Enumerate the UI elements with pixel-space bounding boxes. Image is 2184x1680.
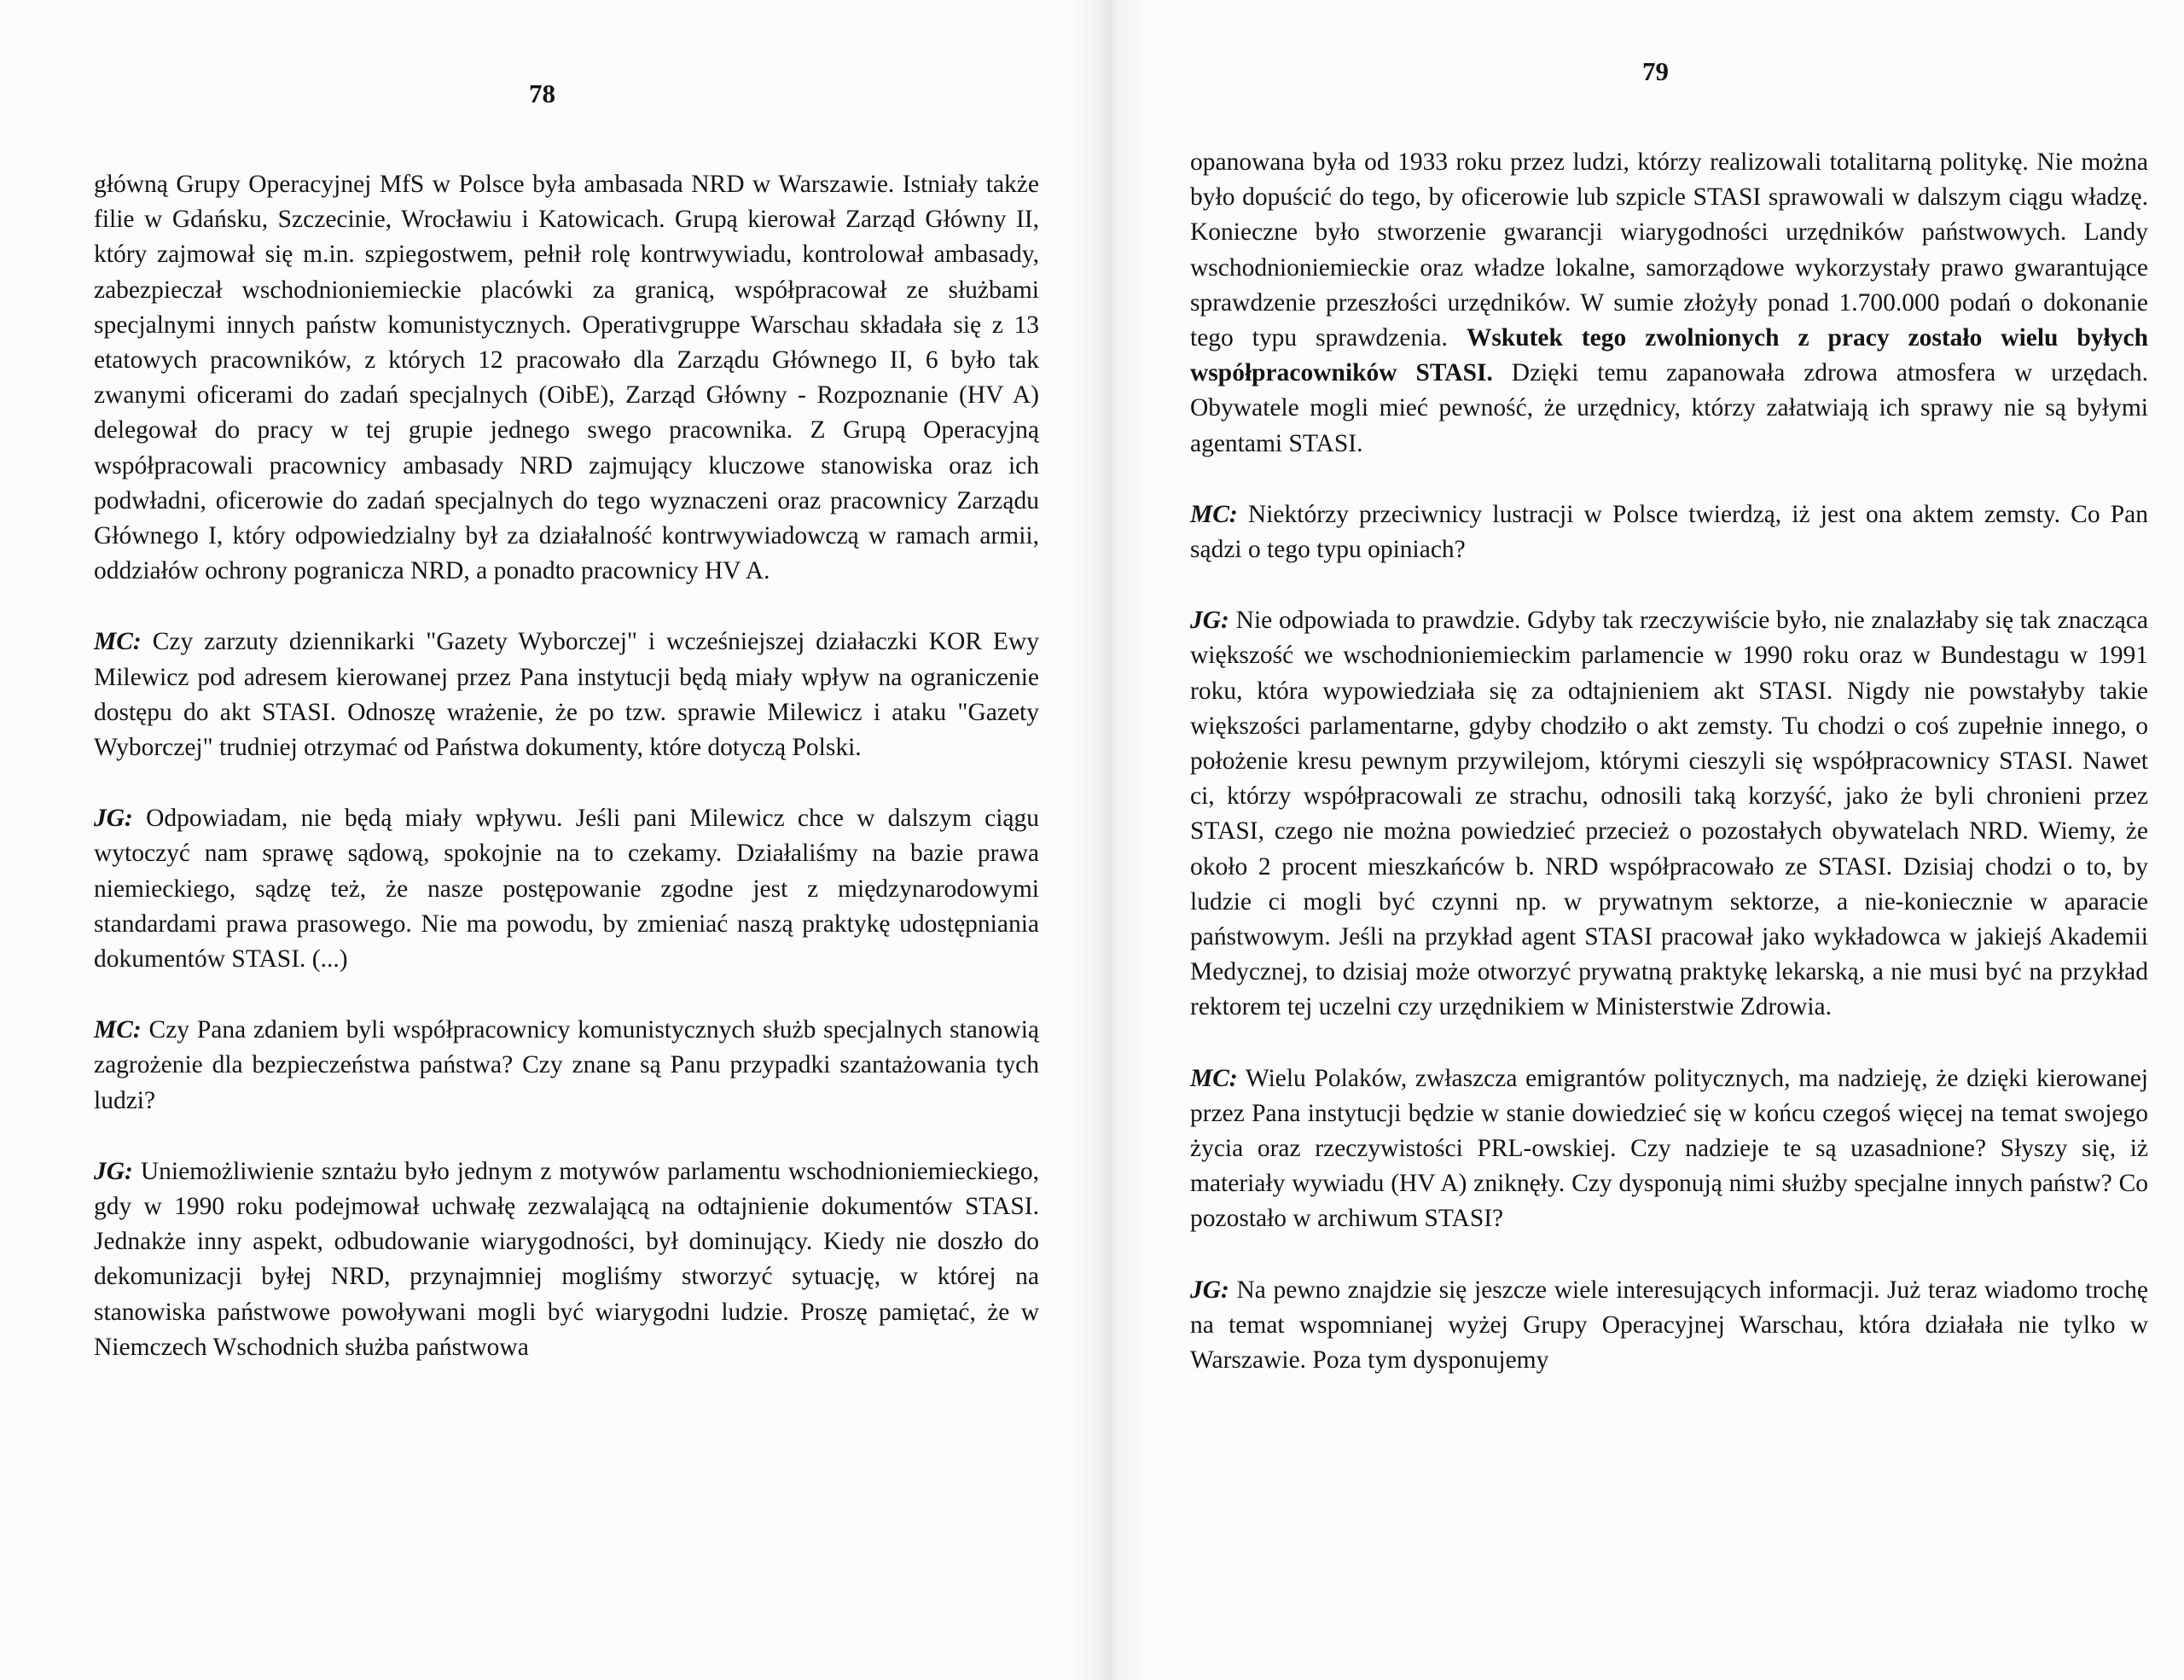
- interview-question: [1190, 497, 2148, 567]
- paragraph: [1190, 145, 2148, 462]
- speaker-label: MC:: [94, 1016, 142, 1044]
- speaker-label: JG:: [94, 805, 133, 833]
- book-gutter-shadow: [1071, 0, 1147, 1680]
- interview-answer: [94, 801, 1039, 977]
- paragraph-text: Czy zarzuty dziennikarki "Gazety Wyborczej" i wcześniejszej działaczki KOR Ewy Milewicz pod adresem kierowanej przez Pana instytucji będą miały wpływ na ograniczenie dostępu do akt STASI. Odnoszę wrażenie, że po tzw. sprawie Milewicz i ataku "Gazety Wyborczej" trudniej otrzymać od Państwa dokumenty, które dotyczą Polski.: [94, 628, 1039, 762]
- paragraph: [94, 167, 1039, 589]
- speaker-label: JG:: [94, 1157, 133, 1185]
- page-number: 79: [1642, 56, 1669, 86]
- interview-question: [94, 625, 1039, 765]
- paragraph-text: Uniemożliwienie szntażu było jednym z motywów parlamentu wschodnioniemieckiego, gdy w 1990 roku podejmował uchwałę zezwalającą na odtajnienie dokumentów STASI. Jednakże inny aspekt, odbudowanie wiarygodności, był dominujący. Kiedy nie doszło do dekomunizacji byłej NRD, przynajmniej mogliśmy stworzyć sytuację, w której na stanowiska państwowe powoływani mogli być wiarygodni ludzie. Proszę pamiętać, że w Niemczech Wschodnich służba państwowa: [94, 1157, 1039, 1361]
- speaker-label: MC:: [94, 628, 142, 656]
- page-number: 78: [529, 78, 555, 108]
- paragraph-text: Czy Pana zdaniem byli współpracownicy komunistycznych służb specjalnych stanowią zagrożenie dla bezpieczeństwa państwa? Czy znane są Panu przypadki szantażowania tych ludzi?: [94, 1016, 1039, 1114]
- interview-answer: [94, 1154, 1039, 1365]
- paragraph-text: Dzięki temu zapanowała zdrowa atmosfera w urzędach. Obywatele mogli mieć pewność, że urzędnicy, którzy załatwiają ich sprawy nie są byłymi agentami STASI.: [1190, 359, 2149, 457]
- paragraph-text: opanowana była od 1933 roku przez ludzi, którzy realizowali totalitarną politykę. Nie można było dopuścić do tego, by oficerowie lub szpicle STASI sprawowali w dalszym ciągu władzę. Konieczne było stworzenie gwarancji wiarygodności urzędników państwowych. Landy wschodnioniemieckie oraz władze lokalne, samorządowe wykorzystały prawo gwarantujące sprawdzenie przeszłości urzędników. W sumie złożyły ponad 1.700.000 podań o dokonanie tego typu sprawdzenia.: [1190, 148, 2148, 352]
- paragraph-text: Na pewno znajdzie się jeszcze wiele interesujących informacji. Już teraz wiadomo trochę na temat wspomnianej wyżej Grupy Operacyjnej Warschau, która działała nie tylko w Warszawie. Poza tym dysponujemy: [1190, 1276, 2148, 1375]
- paragraph-text: Odpowiadam, nie będą miały wpływu. Jeśli pani Milewicz chce w dalszym ciągu wytoczyć nam sprawę sądową, spokojnie na to czekamy. Działaliśmy na bazie prawa niemieckiego, sądzę też, że nasze postępowanie zgodne jest z międzynarodowymi standardami prawa prasowego. Nie ma powodu, by zmieniać naszą praktykę udostępniania dokumentów STASI. (...): [94, 805, 1039, 974]
- paragraph-text: główną Grupy Operacyjnej MfS w Polsce była ambasada NRD w Warszawie. Istniały także filie w Gdańsku, Szczecinie, Wrocławiu i Katowicach. Grupą kierował Zarząd Główny II, który zajmował się m.in. szpiegostwem, pełnił rolę kontrwywiadu, kontrolował ambasady, zabezpieczał wschodnioniemieckie placówki za granicą, współpracował ze służbami specjalnymi innych państw komunistycznych. Operativgruppe Warschau składała się z 13 etatowych pracowników, z których 12 pracowało dla Zarządu Głównego II, 6 było tak zwanymi oficerami do zadań specjalnych (OibE), Zarząd Główny - Rozpoznanie (HV A) delegował do pracy w tej grupie jednego swego pracownika. Z Grupą Operacyjną współpracowali pracownicy ambasady NRD zajmujący kluczowe stanowiska oraz ich podwładni, oficerowie do zadań specjalnych do tego wyznaczeni oraz pracownicy Zarządu Głównego I, który odpowiedzialny był za działalność kontrwywiadowczą w ramach armii, oddziałów ochrony pogranicza NRD, a ponadto pracownicy HV A.: [94, 171, 1039, 585]
- page-text: [1190, 145, 2148, 1414]
- paragraph-text: Niektórzy przeciwnicy lustracji w Polsce twierdzą, iż jest ona aktem zemsty. Co Pan sądzi o tego typu opiniach?: [1190, 500, 2149, 564]
- speaker-label: JG:: [1190, 1276, 1229, 1304]
- page-text: [94, 167, 1039, 1401]
- interview-question: [94, 1013, 1039, 1119]
- speaker-label: MC:: [1190, 500, 1238, 528]
- interview-answer: [1190, 1273, 2148, 1379]
- paragraph-text: Nie odpowiada to prawdzie. Gdyby tak rzeczywiście było, nie znalazłaby się tak znacząca większość we wschodnioniemieckim parlamencie w 1990 roku oraz w Bundestagu w 1991 roku, która wypowiedziała się za odtajnieniem akt STASI. Nigdy nie powstałyby takie większości parlamentarne, gdyby chodziło o akt zemsty. Tu chodzi o coś zupełnie innego, o położenie kresu pewnym przywilejom, którymi cieszyli się współpracownicy STASI. Nawet ci, którzy współpracowali ze strachu, odnosili taką korzyść, jako że byli chronieni przez STASI, czego nie można powiedzieć przecież o pozostałych obywatelach NRD. Wiemy, że około 2 procent mieszkańców b. NRD współpracowało ze STASI. Dzisiaj chodzi o to, by ludzie ci mogli być czynni np. w prywatnym sektorze, a nie-koniecznie w aparacie państwowym. Jeśli na przykład agent STASI pracował jako wykładowca w jakiejś Akademii Medycznej, to dzisiaj może otworzyć prywatną praktykę lekarską, a nie musi być na przykład rektorem tej uczelni czy urzędnikiem w Ministerstwie Zdrowia.: [1190, 607, 2149, 1021]
- speaker-label: MC:: [1190, 1064, 1238, 1092]
- paragraph-text: Wielu Polaków, zwłaszcza emigrantów politycznych, ma nadzieję, że dzięki kierowanej przez Pana instytucji będzie w stanie dowiedzieć się w końcu czegoś więcej na temat swojego życia oraz rzeczywistości PRL-owskiej. Czy nadzieje te są uzasadnione? Słyszy się, iż materiały wywiadu (HV A) zniknęły. Czy dysponują nimi służby specjalne innych państw? Co pozostało w archiwum STASI?: [1190, 1064, 2148, 1233]
- interview-question: [1190, 1061, 2148, 1237]
- bold-emphasis: Wskutek tego zwolnionych z pracy zostało wielu byłych współpracowników STASI.: [1190, 324, 2148, 387]
- interview-answer: [1190, 603, 2148, 1025]
- speaker-label: JG:: [1190, 607, 1229, 635]
